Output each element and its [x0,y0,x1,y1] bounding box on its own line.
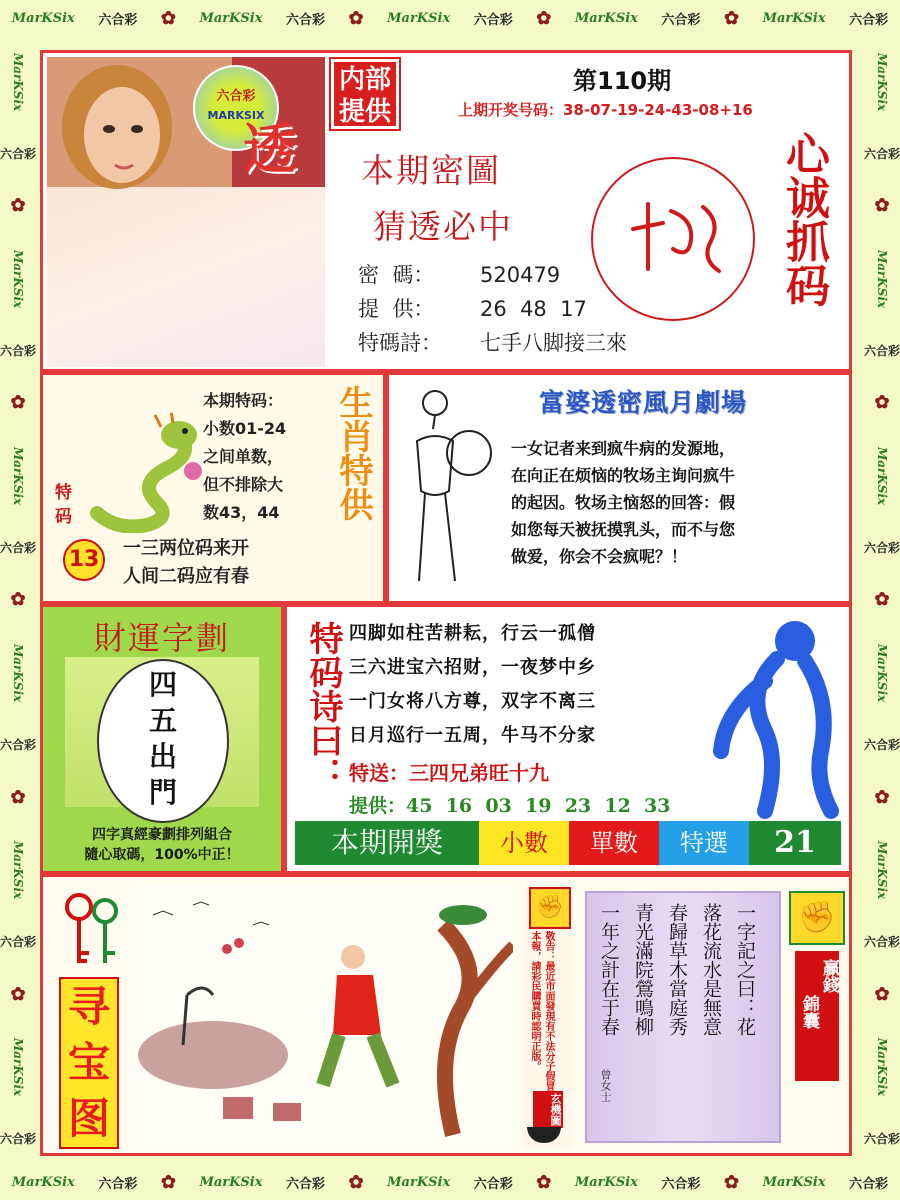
logo-text: 六合彩 [864,146,900,161]
treasure-title: 寻宝图 [59,977,119,1149]
brand-text: MarKSix [762,10,826,26]
brand-text: MarKSix [11,52,25,112]
brand-text: MarKSix [387,1174,451,1190]
draw-odd: 單數 [569,821,659,865]
fortune-footer [43,825,281,865]
flower-icon: ✿ [874,589,890,611]
logo-text: 六合彩 [661,12,701,28]
poem-provide-row [349,791,670,818]
logo-text: 六合彩 [473,12,513,28]
zodiac-poem [123,535,249,591]
last-draw-numbers: 38-07-19-24-43-08+16 [563,101,753,119]
poem-line: 四脚如柱苦耕耘，行云一孤僧 [349,623,596,644]
story-line: 一女记者来到疯牛病的发源地， [511,439,736,458]
logo-text: 六合彩 [864,540,900,555]
flower-icon: ✿ [10,589,26,611]
fortune-title: 財運字劃 [93,619,230,657]
flower-icon: ✿ [723,1171,740,1193]
brand-text: MarKSix [11,644,25,703]
brand-text: MarKSix [11,446,25,506]
woman-illustration [395,381,495,601]
brand-text: MarKSix [199,10,263,26]
brocade-label: 錦囊 [799,995,819,1029]
special-value: 三四兄弟旺十九 [409,761,549,785]
tou-char: 透 [243,117,297,181]
cauldron-icon [527,1127,561,1143]
poem-line: 日月巡行一五周，牛马不分家 [349,725,596,746]
brand-text: MarKSix [574,1174,638,1190]
left-border [0,36,36,1164]
logo-text: 六合彩 [0,1132,37,1147]
guess-title: 猜透必中 [373,207,513,246]
poem-row [358,327,627,357]
scroll-column: 春歸草木當庭秀 [666,903,688,1036]
logo-text: 六合彩 [0,343,37,358]
fist-icon: ✊ [529,887,571,929]
logo-text: 六合彩 [864,343,900,358]
treasure-panel [40,874,852,1156]
poem-line: 人间二码应有春 [123,566,249,587]
secret-glyph-icon [593,159,753,319]
brand-text: MarKSix [875,52,889,112]
flower-icon: ✿ [348,7,364,29]
special-label: 特送： [349,761,409,785]
zodiac-panel [40,372,386,604]
draw-select: 特選 [659,821,749,865]
fortune-char: 五 [148,704,177,737]
flower-icon: ✿ [723,7,740,29]
intro-line: 数43，44 [203,503,280,522]
verse-scroll [585,891,781,1143]
poem-vertical-title: 特码诗曰： [303,621,343,791]
intro-line: 本期特码： [203,391,284,410]
flower-icon: ✿ [536,7,552,29]
poem-lines [349,617,596,753]
logo-text: 六合彩 [0,540,37,555]
brand-text: MarKSix [11,10,75,26]
poem-provide-value: 45 16 03 19 23 12 33 [406,795,671,817]
intro-line: 小数01-24 [203,419,287,438]
stamp-circle [591,157,755,321]
slogan: 心诚抓码 [778,131,829,307]
notice-text: 敬告：最近市面發現有不法分子假冒本報，請彩民購買時認明正版。 [529,931,554,1091]
brand-text: MarKSix [11,1038,25,1097]
logo-top: 六合彩 [216,89,256,104]
header-panel [40,50,852,372]
brand-text: MarKSix [11,841,25,900]
mystery-label: 玄機圖 [533,1091,563,1128]
logo-text: 六合彩 [286,12,326,28]
flower-icon: ✿ [10,392,26,414]
flower-icon: ✿ [10,983,26,1005]
story-line: 的起因。牧场主恼怒的回答：假 [511,493,736,512]
top-border [0,0,900,36]
brand-text: MarKSix [875,644,889,703]
logo-text: 六合彩 [864,737,900,752]
bottom-border [0,1164,900,1200]
logo-text: 六合彩 [864,934,900,949]
fortune-panel [40,604,284,874]
secret-title: 本期密圖 [361,151,501,190]
money-bag-icon: ✊ [789,891,845,945]
dragon-illustration [77,413,207,533]
scroll-column: 一字記之曰：花 [734,903,756,1036]
fortune-oval [97,659,229,823]
theater-panel [386,372,852,604]
zodiac-title: 生肖特供 [333,385,373,521]
right-border [864,36,900,1164]
brand-text: MarKSix [11,1174,75,1190]
flower-icon: ✿ [874,195,890,217]
win-money: 贏錢 [819,959,839,993]
logo-text: 六合彩 [98,12,138,28]
zodiac-number: 13 [63,539,105,581]
fortune-chars [99,667,227,811]
scroll-column: 一年之計在于春 [598,903,620,1036]
draw-label: 本期開獎 [295,821,479,865]
brand-text: MarKSix [875,1038,889,1097]
poem-panel [284,604,852,874]
draw-small: 小數 [479,821,569,865]
internal-badge: 内部提供 [331,59,399,129]
theater-story [511,435,841,570]
flower-icon: ✿ [874,392,890,414]
scroll-column: 落花流水是無意 [700,903,722,1036]
code-row [358,259,560,289]
brand-text: MarKSix [875,446,889,506]
poem-line: 三六进宝六招财，一夜梦中乡 [349,657,596,678]
scroll-columns [595,903,759,1036]
fortune-footer-line: 四字真經豪劃排列組合 [92,827,232,843]
provide-value: 26 48 17 [480,297,587,321]
logo-text: 六合彩 [849,1176,889,1192]
brand-text: MarKSix [875,249,889,309]
intro-line: 但不排除大 [203,475,284,494]
poem-provide-label: 提供： [349,795,407,817]
issue-number: 第110期 [573,67,672,95]
flower-icon: ✿ [160,7,176,29]
logo-text: 六合彩 [864,1132,900,1147]
fortune-footer-line: 隨心取碼，100%中正！ [84,847,240,863]
brand-text: MarKSix [387,10,451,26]
story-line: 如您每天被抚摸乳头，而不与您 [511,520,736,539]
brand-text: MarKSix [199,1174,263,1190]
poem-line: 一三两位码来开 [123,538,249,559]
provide-row [358,293,587,323]
logo-bottom: MARKSIX [207,109,265,122]
flower-icon: ✿ [874,983,890,1005]
draw-bar [295,821,841,865]
code-value: 520479 [480,263,561,287]
fortune-char: 四 [148,668,177,701]
logo-text: 六合彩 [473,1176,513,1192]
logo-text: 六合彩 [98,1176,138,1192]
brocade-ribbon [795,951,839,1081]
flower-icon: ✿ [536,1171,552,1193]
theater-title: 富婆透密風月劇場 [539,388,748,417]
flower-icon: ✿ [874,786,890,808]
flower-icon: ✿ [348,1171,364,1193]
story-line: 在向正在烦恼的牧场主询问疯牛 [511,466,736,485]
flower-icon: ✿ [10,786,26,808]
brand-text: MarKSix [11,249,25,309]
treasure-map-scene [133,885,513,1151]
draw-number: 21 [749,821,841,865]
logo-text: 六合彩 [0,934,37,949]
logo-text: 六合彩 [661,1176,701,1192]
model-photo [47,57,325,367]
brand-text: MarKSix [762,1174,826,1190]
last-draw [458,99,753,120]
keys-icon [57,891,127,971]
logo-text: 六合彩 [286,1176,326,1192]
provide-label: 提 供： [358,297,435,321]
zodiac-intro [203,387,323,527]
logo-text: 六合彩 [0,146,37,161]
fortune-char: 出 [148,740,177,773]
flower-icon: ✿ [10,195,26,217]
fortune-char: 門 [148,776,177,809]
poem-label: 特碼詩： [358,331,442,355]
logo-text: 六合彩 [0,737,37,752]
notice-column [523,887,573,1149]
last-draw-label: 上期开奖号码： [458,101,564,119]
monkey-illustration [705,611,845,821]
intro-line: 之间单数， [203,447,284,466]
brand-text: MarKSix [574,10,638,26]
code-label: 密 碼： [358,263,435,287]
special-row [349,757,549,786]
scroll-sign: 曾女士 [599,1069,612,1102]
tema-label: 特码 [55,483,72,527]
brand-text: MarKSix [875,841,889,900]
scroll-column: 青光滿院鶯鳴柳 [632,903,654,1036]
logo-text: 六合彩 [849,12,889,28]
story-line: 做爱，你会不会疯呢？！ [511,547,688,566]
poem-value: 七手八脚接三來 [480,331,627,355]
poem-line: 一门女将八方尊，双字不离三 [349,691,596,712]
flower-icon: ✿ [160,1171,176,1193]
